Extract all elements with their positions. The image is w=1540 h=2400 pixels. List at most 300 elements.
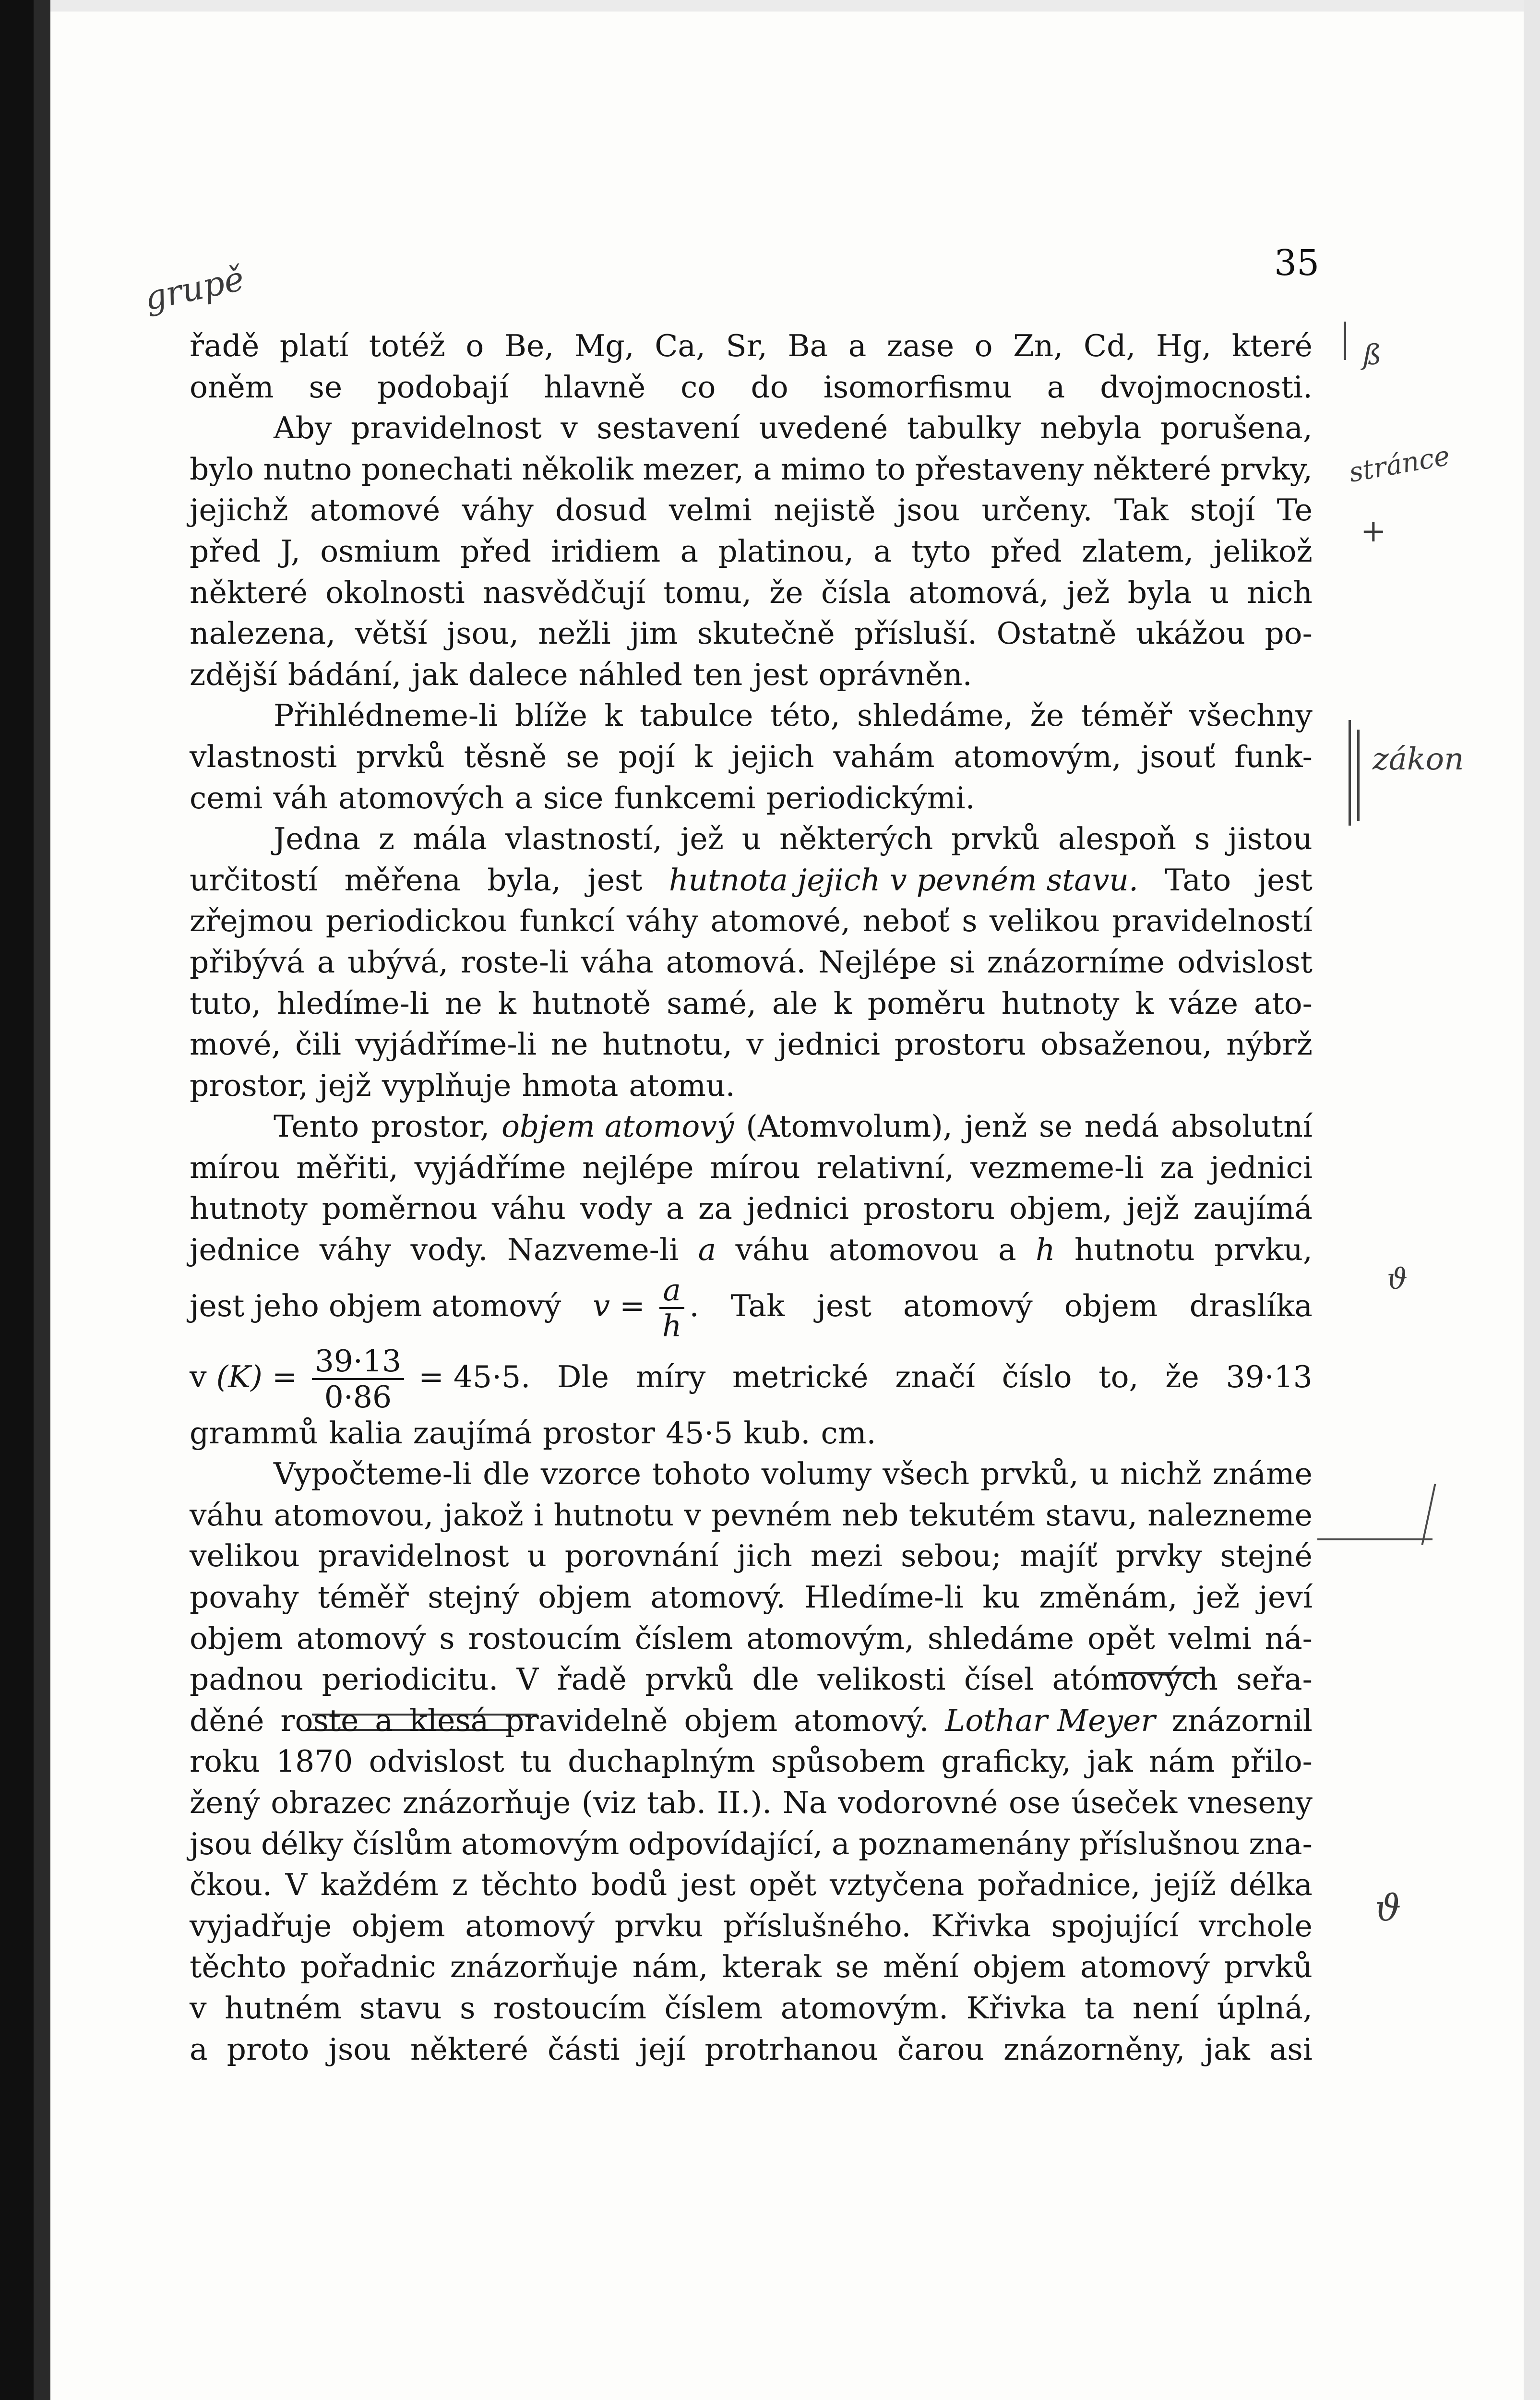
text-word: duchaplným [568,1744,755,1779]
text-word: u [527,1538,547,1574]
text-word: roste-li [460,944,569,980]
text-word: nichž [1120,1456,1202,1492]
text-word: za [698,1191,732,1226]
text-word: prvku, [1214,1232,1313,1268]
text-word: sebou; [901,1538,1002,1574]
text-word: prostor, [371,1109,490,1144]
text-word: stavu [359,1990,442,2026]
text-word: hutnotu [553,1497,674,1533]
text-word: jim [630,616,678,651]
text-word: jež [1196,1580,1240,1615]
text-line [190,736,1313,778]
text-word: Křivka [966,1990,1067,2026]
text-word: funk- [1234,739,1313,774]
text-word: nutno [263,451,352,487]
text-word: bádání, [287,657,402,692]
text-word: v [746,1027,764,1062]
text-word: k [833,985,852,1021]
page-number: 35 [1274,242,1320,284]
text-word: čili [295,1027,341,1062]
text-word: pořadnice, [977,1867,1141,1903]
text-word: jež [1066,575,1110,610]
text-word: této, [770,698,840,733]
text-word: 1870 [276,1744,353,1779]
text-word: porušena, [1160,410,1313,446]
text-word: čísla [821,575,891,610]
text-word: 39·13 [1226,1359,1313,1394]
text-word: zlatem, [1081,533,1194,569]
text-word: mála [412,821,487,857]
text-line [190,1024,1313,1065]
text-line [190,1495,1313,1536]
text-word: Tato [1165,862,1231,898]
text-word: metrické [732,1359,869,1394]
text-word: hledíme-li [277,985,430,1021]
text-word: s [962,903,978,939]
text-word: o [974,328,993,363]
text-word: cemi [190,780,263,816]
text-word: tuto, [190,985,262,1021]
text-word: znázorněny, [1003,2031,1185,2067]
text-word: jest [587,862,643,898]
text-word: velmi [669,492,752,528]
text-word: tabulky [907,410,1021,446]
text-word: povahy [190,1580,299,1615]
text-word: váhu [491,1191,566,1226]
text-word: volumy [761,1456,872,1492]
text-word: isomorfismu [823,369,1012,405]
text-word: nám [1148,1744,1215,1779]
text-word: zase [886,328,955,363]
text-word: stavu, [1045,1497,1138,1533]
text-word: vahám [833,739,935,774]
text-word: okolnosti [325,575,465,610]
text-word: příslušnou [1079,1826,1240,1861]
text-word: náhled [578,657,683,692]
text-word: určeny. [981,492,1093,528]
text-word: mezi [810,1538,883,1574]
text-word: a [1047,369,1065,405]
formula-result: = 45·5. [418,1359,531,1394]
text-word: tomu, [663,575,752,610]
text-word: objem [972,1949,1066,1985]
text-word: Nejlépe [818,944,937,980]
text-word: atómových [1052,1662,1218,1697]
text-word: funkcí [519,903,615,939]
text-word: jednici [777,1027,881,1062]
text-word: s [439,1620,455,1656]
scan-border-top [50,0,1524,12]
pencil-stroke [1317,1538,1433,1540]
text-word: které [1231,328,1313,363]
text-line [190,1700,1313,1741]
text-word: relativní, [816,1150,955,1185]
text-word: nežli [538,616,611,651]
text-line [190,860,1313,901]
text-word: obrazec [271,1785,392,1820]
text-word: draslíka [1189,1288,1313,1323]
text-word: J, [280,533,300,569]
text-word: jsou [190,1826,252,1861]
text-word: přibývá [190,944,305,980]
text-line [190,1824,1313,1865]
text-line [190,1147,1313,1188]
text-word: atomové, [710,903,850,939]
text-word: ne [444,985,482,1021]
text-word: hutném [224,1990,342,2026]
text-word: oněm [190,369,274,405]
text-line [190,1988,1313,2029]
text-word: značí [895,1359,975,1394]
text-word: žený [190,1785,260,1820]
text-word: II.). [716,1785,772,1820]
text-word: pevném [711,1497,832,1533]
denominator-density: 0·86 [324,1380,392,1415]
text-word: vyplňuje [382,1068,512,1103]
text-word: vlastností, [505,821,663,857]
text-word: samé, [667,985,757,1021]
text-word: periodickými. [766,780,975,816]
equals-sign: = [272,1359,298,1394]
formula-expression [190,1342,530,1413]
text-word: cm. [821,1415,876,1451]
text-word: i [533,1497,544,1533]
text-word: Na [782,1785,827,1820]
text-word: objem, [1009,1191,1112,1226]
text-word: Ca, [655,328,705,363]
text-word: těsně [464,739,547,774]
text-line [190,818,1313,860]
text-line [190,1864,1313,1906]
text-word: mové, [190,1027,281,1062]
variable-v: v [593,1288,610,1323]
text-word: ponechati [361,451,513,487]
text-word: hutnoty [1001,985,1120,1021]
handwritten-note-top-left: grupě [141,259,248,318]
text-word: atomovým. [780,1990,949,2026]
text-word: jest [1257,862,1313,898]
text-word: nám, [632,1949,708,1985]
text-word: pravidelně [505,1703,668,1738]
text-word: vlastnosti [190,739,337,774]
text-word: před [460,533,532,569]
text-word: vezmeme-li [970,1150,1144,1185]
text-word: se [309,369,343,405]
equals-sign: = [620,1288,645,1323]
symbol-v: v [190,1359,207,1394]
text-word: odpovídající, [628,1826,823,1861]
text-word: Cd, [1083,328,1136,363]
text-word: atomový [465,1908,595,1944]
text-word: prvku [614,1908,704,1944]
text-word: prostor [542,1415,656,1451]
text-word: Křivka [931,1908,1031,1944]
text-word: se [1039,1109,1073,1144]
text-word: Nazveme-li [507,1232,679,1268]
text-word: Přihlédneme-li [274,698,498,733]
text-line [190,1065,1313,1106]
text-word: neb [842,1497,899,1533]
text-word: mírou [710,1150,800,1185]
text-word: nalezena, [190,616,336,651]
text-word: tekutém [908,1497,1036,1533]
text-word: Mg, [574,328,634,363]
margin-mark-bar [1349,720,1351,826]
text-word: pořadnic [300,1949,436,1985]
text-word: přilo- [1230,1744,1313,1779]
text-word: obsaženou, [1040,1027,1212,1062]
text-word: atomové [310,492,441,528]
text-word: poměru [867,985,986,1021]
text-word: a [514,780,533,816]
text-word: všech [883,1456,970,1492]
text-word: zna- [1249,1826,1313,1861]
text-word: vyjádříme [414,1150,566,1185]
text-word: hutnotě [532,985,651,1021]
text-word: za [1160,1150,1194,1185]
text-word: to [875,451,906,487]
text-word: prvků [1224,1949,1313,1985]
text-word: atomovou, [274,1497,434,1533]
text-word: atomových [338,780,504,816]
text-word: čarou [897,2031,985,2067]
text-word: nejistě [774,492,876,528]
text-word: jsou, [446,616,519,651]
text-word: h [1036,1232,1055,1268]
text-word: byla [1127,575,1192,610]
text-word: prvky [1115,1538,1202,1574]
text-word: alespoň [1058,821,1177,857]
text-word: téměř [1081,698,1172,733]
text-word: Tak [1114,492,1169,528]
text-word: V [516,1662,539,1697]
text-line [190,613,1313,654]
text-word: znázorníme [987,944,1165,980]
text-word: Hledíme-li [804,1580,964,1615]
text-word: číslům [352,1826,453,1861]
text-word: k [1135,985,1154,1021]
text-word: v [561,410,578,446]
text-line [190,367,1313,408]
text-word: objem [190,1620,283,1656]
text-word: hutnotu, [602,1027,732,1062]
text-word: se [835,1949,869,1985]
text-word: zřejmou [190,903,314,939]
text-word: Tak [730,1288,785,1323]
text-word: pravidelností [1112,903,1313,939]
text-word: atomový [296,1620,426,1656]
text-word: a [698,1232,716,1268]
text-word: grammů [190,1415,319,1451]
text-line [190,449,1313,490]
text-word: u [1089,1456,1110,1492]
text-word: bodů [591,1867,668,1903]
text-line [190,531,1313,572]
text-word: ta [1084,1990,1115,2026]
text-word: platinou, [718,533,854,569]
numerator-a: a [659,1275,685,1309]
text-word: u [1209,575,1230,610]
text-word: totéž [369,328,445,363]
text-word: Lothar Meyer [945,1703,1156,1738]
text-word: objem [351,1908,445,1944]
text-word: atomová. [666,944,806,980]
text-word: atomovým [461,1826,620,1861]
text-word: Te [1277,492,1313,528]
text-word: jest [816,1288,871,1323]
text-word: jsou [328,2031,391,2067]
text-word: změnám, [1039,1580,1178,1615]
text-word: k [498,985,516,1021]
text-word: jednice [190,1232,300,1268]
text-word: roste [280,1703,359,1738]
text-word: ose [1009,1785,1061,1820]
text-word: kub. [743,1415,811,1451]
text-word: prostoru [863,1191,995,1226]
text-word: velikosti [817,1662,946,1697]
text-word: jsouť [1140,739,1216,774]
text-line [190,1741,1313,1782]
text-word: jistou [1228,821,1313,857]
text-word: sice [543,780,604,816]
formula-line-potassium [190,1342,1313,1413]
text-word: tab. [646,1785,706,1820]
text-line [190,1536,1313,1577]
text-word: funkcemi [614,780,756,816]
text-word: měřena [344,862,461,898]
text-line [190,1577,1313,1618]
text-word: sestavení [597,410,740,446]
text-word: k [694,739,713,774]
text-word: atomový [1080,1949,1210,1985]
text-word: Ostatně [996,616,1117,651]
text-word: do [751,369,788,405]
text-word: majíť [1019,1538,1098,1574]
text-word: úseček [1071,1785,1178,1820]
text-word: pravidelnost [350,410,542,446]
text-word: jak [1204,2031,1250,2067]
text-word: velikou [989,903,1100,939]
text-word: porovnání [564,1538,719,1574]
text-word: tabulce [639,698,753,733]
text-line [190,695,1313,736]
text-word: hutnota jejich v pevném stavu. [669,862,1139,898]
text-word: vrchole [1198,1908,1313,1944]
text-word: jenž [964,1109,1027,1144]
text-word: jakož [443,1497,524,1533]
text-word: nich [1247,575,1313,610]
text-word: dvojmocnosti. [1100,369,1313,405]
text-word: tohoto [652,1456,751,1492]
text-word: atomu. [629,1068,735,1103]
text-word: (Atomvolum), [746,1109,953,1144]
text-word: spojující [1051,1908,1179,1944]
text-word: délka [1229,1867,1313,1903]
text-word: absolutní [1171,1109,1313,1144]
text-word: čkou. [190,1867,272,1903]
text-word: nebyla [1040,410,1142,446]
text-word: a [873,533,892,569]
text-word: neboť [862,903,950,939]
text-word: pravidelnost [318,1538,509,1574]
text-word: váhu [190,1497,264,1533]
text-word: odvislost [369,1744,504,1779]
text-word: a [998,1232,1016,1268]
text-line [190,1413,1313,1454]
text-word: a [317,944,335,980]
text-word: že [1165,1359,1199,1394]
text-word: mění [883,1949,959,1985]
text-word: periodickou [325,903,508,939]
text-word: prostoru [894,1027,1027,1062]
text-line [190,1782,1313,1824]
text-word: Dle [557,1359,609,1394]
text-word: Tento [274,1109,359,1144]
text-word: s [460,1990,476,2026]
text-word: a [753,451,772,487]
text-word: jak [412,657,458,692]
text-word: po- [1265,616,1313,651]
text-word: měřiti, [296,1150,398,1185]
text-word: dle [752,1662,800,1697]
text-word: bylo [190,451,254,487]
text-word: Ba [788,328,828,363]
text-word: protrhanou [704,2031,878,2067]
text-word: poznamenány [859,1826,1070,1861]
text-word: klesá [409,1703,489,1738]
text-word: 45·5 [666,1415,733,1451]
text-word: nalezneme [1147,1497,1313,1533]
text-word: znázornil [1171,1703,1313,1738]
text-word: roku [190,1744,260,1779]
text-word: kalia [329,1415,403,1451]
text-word: objem atomový [501,1109,734,1144]
text-word: tu [520,1744,552,1779]
text-word: v [190,1990,207,2026]
text-word: z [452,1867,468,1903]
text-word: před [190,533,261,569]
handwritten-note-margin-5: ϑ [1387,1262,1408,1296]
text-word: s [1194,821,1210,857]
text-word: některé [1093,451,1211,487]
text-word: ne [550,1027,588,1062]
text-word: zaujímá [413,1415,532,1451]
text-word: byla, [487,862,561,898]
text-word: uvedené [759,410,888,446]
text-word: podobají [377,369,509,405]
text-word: zaujímá [1193,1191,1313,1226]
text-word: číslem [664,1990,763,2026]
text-word: nasvědčují [482,575,646,610]
text-word: pojí [618,739,675,774]
text-word: atomovým, [746,1620,914,1656]
text-word: délky [261,1826,344,1861]
text-word: některé [190,575,308,610]
text-word: řadě [557,1662,627,1697]
text-word: nejlépe [582,1150,694,1185]
text-word: nýbrž [1226,1027,1313,1062]
scan-border-right [1524,0,1540,2400]
text-word: příslušného. [723,1908,911,1944]
text-word: jež [680,821,724,857]
text-word: atomová, [908,575,1049,610]
text-word: přísluší. [854,616,978,651]
fraction-weight-over-density [312,1344,404,1415]
text-word: dle [483,1456,530,1492]
text-word: Be, [504,328,554,363]
text-word: atomovou [829,1232,979,1268]
text-word: ukážou [1135,616,1245,651]
